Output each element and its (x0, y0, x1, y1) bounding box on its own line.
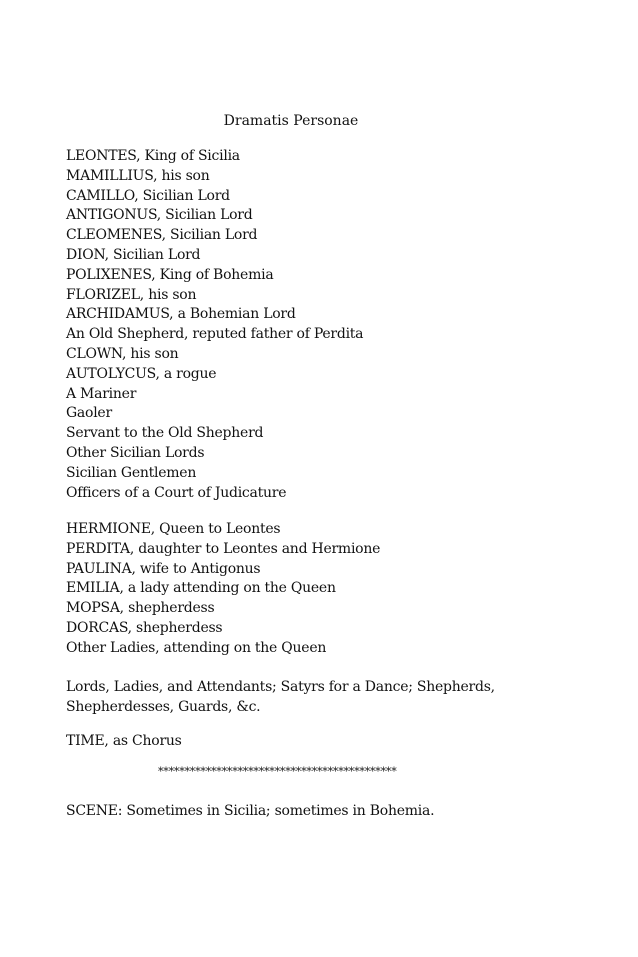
character-entry: MAMILLIUS, his son (66, 167, 210, 184)
character-entry: Sicilian Gentlemen (66, 464, 197, 481)
character-entry: Shepherdesses, Guards, &c. (66, 699, 261, 715)
character-entry: CAMILLO, Sicilian Lord (66, 187, 230, 204)
character-entry: TIME, as Chorus (66, 733, 182, 749)
character-entry: DORCAS, shepherdess (66, 619, 223, 636)
character-entry: Gaoler (66, 405, 112, 422)
character-entry: PAULINA, wife to Antigonus (66, 560, 261, 577)
character-entry: POLIXENES, King of Bohemia (66, 266, 274, 283)
chorus-list (66, 732, 598, 752)
character-entry: ARCHIDAMUS, a Bohemian Lord (66, 306, 296, 323)
section-separator: ********************************************* (158, 765, 397, 778)
scene-setting: SCENE: Sometimes in Sicilia; sometimes in Bohemia. (66, 803, 435, 819)
character-entry: DION, Sicilian Lord (66, 246, 201, 263)
character-entry: An Old Shepherd, reputed father of Perdita (66, 326, 364, 343)
character-entry: Other Ladies, attending on the Queen (66, 639, 327, 656)
character-entry: CLEOMENES, Sicilian Lord (66, 227, 258, 244)
other-characters-list (66, 677, 598, 717)
character-entry: HERMIONE, Queen to Leontes (66, 521, 281, 537)
character-entry: MOPSA, shepherdess (66, 600, 215, 617)
page-title: Dramatis Personae (223, 113, 359, 129)
female-characters-list (66, 520, 598, 659)
character-entry: PERDITA, daughter to Leontes and Hermione (66, 540, 381, 557)
character-entry: Servant to the Old Shepherd (66, 425, 264, 442)
character-entry: A Mariner (66, 385, 137, 402)
character-entry: ANTIGONUS, Sicilian Lord (66, 207, 253, 224)
character-entry: Other Sicilian Lords (66, 444, 205, 461)
character-entry: AUTOLYCUS, a rogue (66, 365, 217, 382)
male-characters-list (66, 147, 598, 503)
character-entry: EMILIA, a lady attending on the Queen (66, 580, 336, 597)
character-entry: CLOWN, his son (66, 345, 179, 362)
character-entry: LEONTES, King of Sicilia (66, 148, 240, 164)
character-entry: Lords, Ladies, and Attendants; Satyrs for a Dance; Shepherds, (66, 679, 495, 695)
character-entry: FLORIZEL, his son (66, 286, 197, 303)
character-entry: Officers of a Court of Judicature (66, 484, 287, 501)
